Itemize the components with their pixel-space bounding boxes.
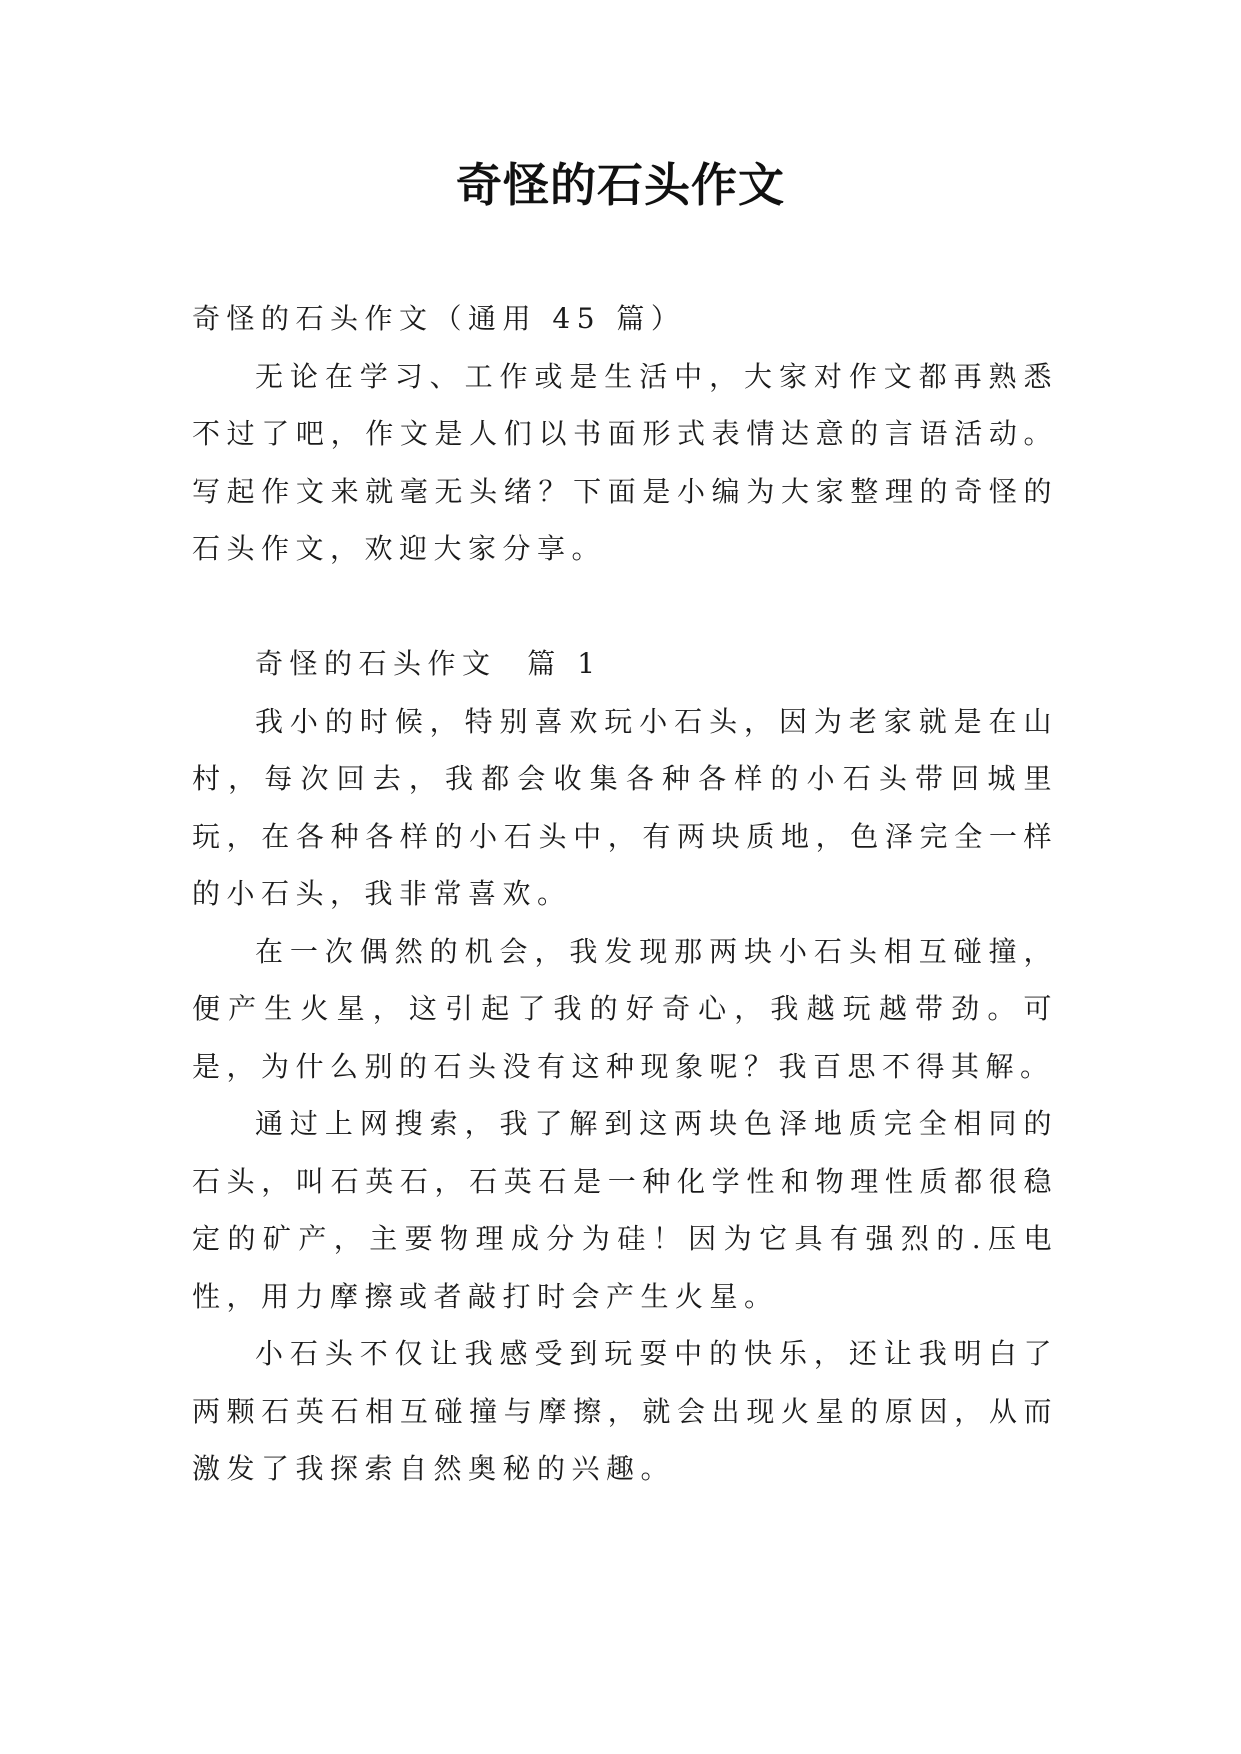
document-subtitle: 奇怪的石头作文（通用 45 篇） bbox=[192, 302, 686, 335]
body-paragraph: 在一次偶然的机会，我发现那两块小石头相互碰撞，便产生火星，这引起了我的好奇心，我越玩越带劲。可是，为什么别的石头没有这种现象呢？我百思不得其解。 bbox=[192, 934, 1058, 1083]
body-paragraph: 我小的时候，特别喜欢玩小石头，因为老家就是在山村，每次回去，我都会收集各种各样的小石头带回城里玩，在各种各样的小石头中，有两块质地，色泽完全一样的小石头，我非常喜欢。 bbox=[192, 704, 1058, 910]
body-paragraph: 小石头不仅让我感受到玩耍中的快乐，还让我明白了两颗石英石相互碰撞与摩擦，就会出现火星的原因，从而激发了我探索自然奥秘的兴趣。 bbox=[192, 1337, 1058, 1485]
intro-paragraph: 无论在学习、工作或是生活中，大家对作文都再熟悉不过了吧，作文是人们以书面形式表情达意的言语活动。写起作文来就毫无头绪？下面是小编为大家整理的奇怪的石头作文，欢迎大家分享。 bbox=[192, 359, 1058, 565]
document-body bbox=[192, 290, 1058, 1498]
blank-line bbox=[192, 578, 1058, 636]
body-paragraph: 通过上网搜索，我了解到这两块色泽地质完全相同的石头，叫石英石，石英石是一种化学性和物理性质都很稳定的矿产，主要物理成分为硅！因为它具有强烈的.压电性，用力摩擦或者敲打时会产生火星。 bbox=[192, 1107, 1058, 1313]
document-title: 奇怪的石头作文 bbox=[456, 158, 785, 212]
section-heading: 奇怪的石头作文 篇 1 bbox=[255, 647, 602, 680]
